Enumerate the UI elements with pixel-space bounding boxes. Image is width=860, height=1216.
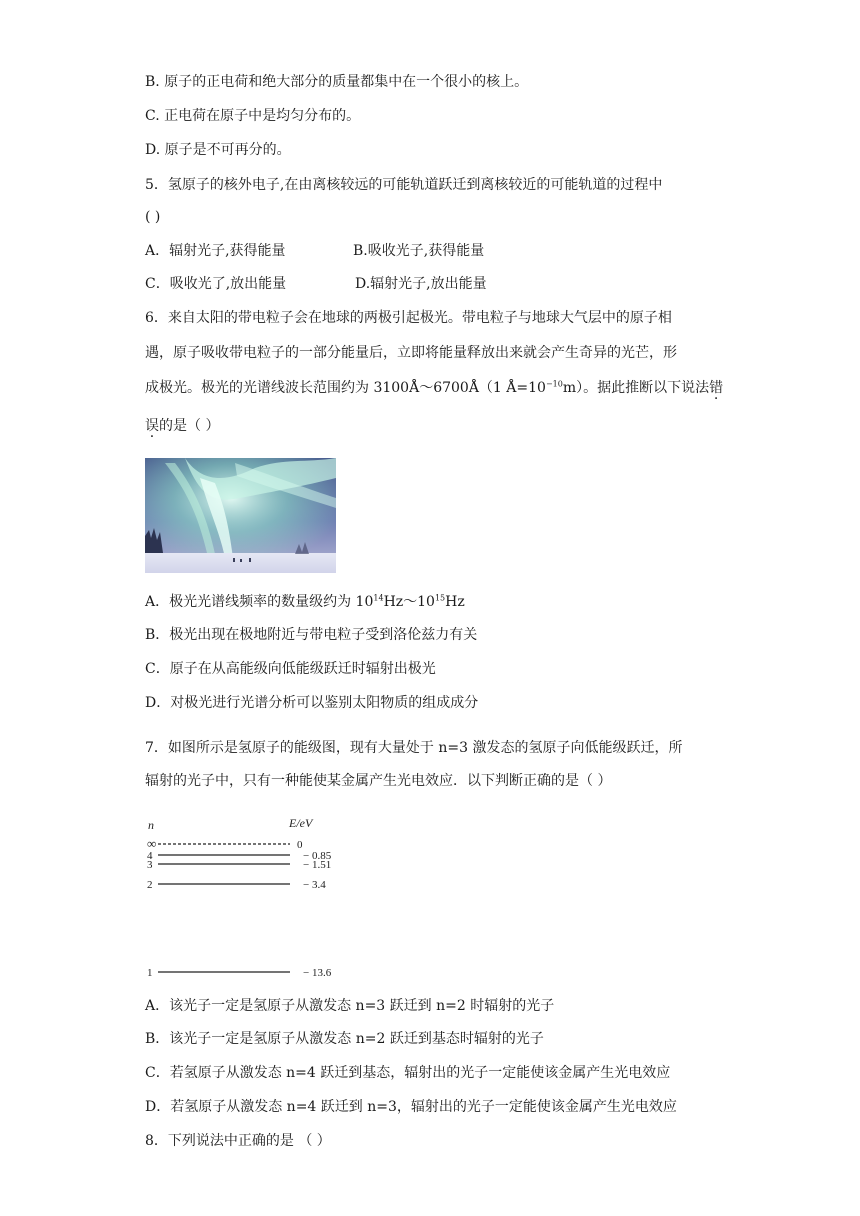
energy-level-value-label: − 3.4 (303, 879, 326, 891)
q7-stem-line1: 7．如图所示是氢原子的能级图，现有大量处于 n=3 激发态的氢原子向低能级跃迁，所 (145, 740, 683, 756)
q5-answer-paren: ( ) (145, 209, 161, 225)
energy-level-n-label: 1 (147, 967, 153, 979)
q6-stem-line4 (145, 416, 219, 436)
q8-stem: 8．下列说法中正确的是 （ ） (145, 1133, 331, 1149)
energy-level-diagram (140, 812, 360, 982)
q7-option-d: D．若氢原子从激发态 n=4 跃迁到 n=3，辐射出的光子一定能使该金属产生光电效应 (145, 1099, 677, 1115)
q5-options-row1 (145, 241, 484, 261)
q6-option-a-exponent-2: 15 (434, 593, 446, 603)
q6-line3-exponent: −10 (545, 379, 563, 389)
energy-level-n-label: 2 (147, 879, 153, 891)
energy-level-n-label: ∞ (147, 836, 157, 851)
q5-option-b: B.吸收光子,获得能量 (353, 243, 485, 259)
q6-stem-line1: 6．来自太阳的带电粒子会在地球的两极引起极光。带电粒子与地球大气层中的原子相 (145, 310, 672, 326)
q6-line3-text: 成极光。极光的光谱线波长范围约为 3100Å～6700Å（1 Å=10 (145, 380, 546, 396)
energy-level-value-label: − 0.85 (303, 850, 332, 862)
q7-option-c: C．若氢原子从激发态 n=4 跃迁到基态，辐射出的光子一定能使该金属产生光电效应 (145, 1065, 671, 1081)
q5-options-row2 (145, 274, 487, 294)
q6-stem-line2: 遇，原子吸收带电粒子的一部分能量后，立即将能量释放出来就会产生奇异的光芒，形 (145, 345, 677, 361)
q6-option-d: D．对极光进行光谱分析可以鉴别太阳物质的组成成分 (145, 695, 479, 711)
energy-level-n-label: 4 (147, 850, 153, 862)
q7-option-b: B．该光子一定是氢原子从激发态 n=2 跃迁到基态时辐射的光子 (145, 1031, 544, 1047)
n-axis-label: n (148, 818, 154, 832)
q4-option-d: D. 原子是不可再分的。 (145, 142, 291, 158)
q5-option-a: A．辐射光子,获得能量 (145, 243, 286, 259)
q6-option-a-middle: Hz～10 (383, 594, 435, 610)
q4-option-b: B. 原子的正电荷和绝大部分的质量都集中在一个很小的核上。 (145, 74, 529, 90)
q6-line3-middle: m）。据此推断以下说法 (562, 380, 710, 396)
q7-option-a: A．该光子一定是氢原子从激发态 n=3 跃迁到 n=2 时辐射的光子 (145, 998, 555, 1014)
energy-level-n-label: 3 (147, 859, 153, 871)
q6-option-a-text: A．极光光谱线频率的数量级约为 10 (145, 594, 374, 610)
q4-option-c: C. 正电荷在原子中是均匀分布的。 (145, 108, 361, 124)
energy-level-value-label: − 1.51 (303, 859, 332, 871)
aurora-image (145, 458, 336, 573)
q5-stem: 5．氢原子的核外电子,在由离核较远的可能轨道跃迁到离核较近的可能轨道的过程中 (145, 177, 663, 193)
q6-option-a-unit: Hz (445, 594, 465, 610)
q5-option-c: C．吸收光了,放出能量 (145, 276, 287, 292)
energy-level-value-label: 0 (297, 839, 303, 851)
q6-option-a-exponent-1: 14 (373, 593, 384, 603)
emphasis-char: 错 (709, 380, 724, 396)
q5-option-d: D.辐射光子,放出能量 (355, 276, 487, 292)
q6-stem-line3 (145, 378, 723, 398)
q6-option-a (145, 592, 465, 612)
energy-level-value-label: − 13.6 (303, 967, 332, 979)
q6-option-b: B．极光出现在极地附近与带电粒子受到洛伦兹力有关 (145, 627, 478, 643)
energy-axis-label: E/eV (289, 816, 313, 830)
emphasis-char: 误 (145, 418, 159, 434)
q6-line4-text: 的是（ ） (159, 418, 220, 434)
q6-option-c: C．原子在从高能级向低能级跃迁时辐射出极光 (145, 661, 436, 677)
q7-stem-line2: 辐射的光子中，只有一种能使某金属产生光电效应．以下判断正确的是（ ） (145, 773, 612, 789)
